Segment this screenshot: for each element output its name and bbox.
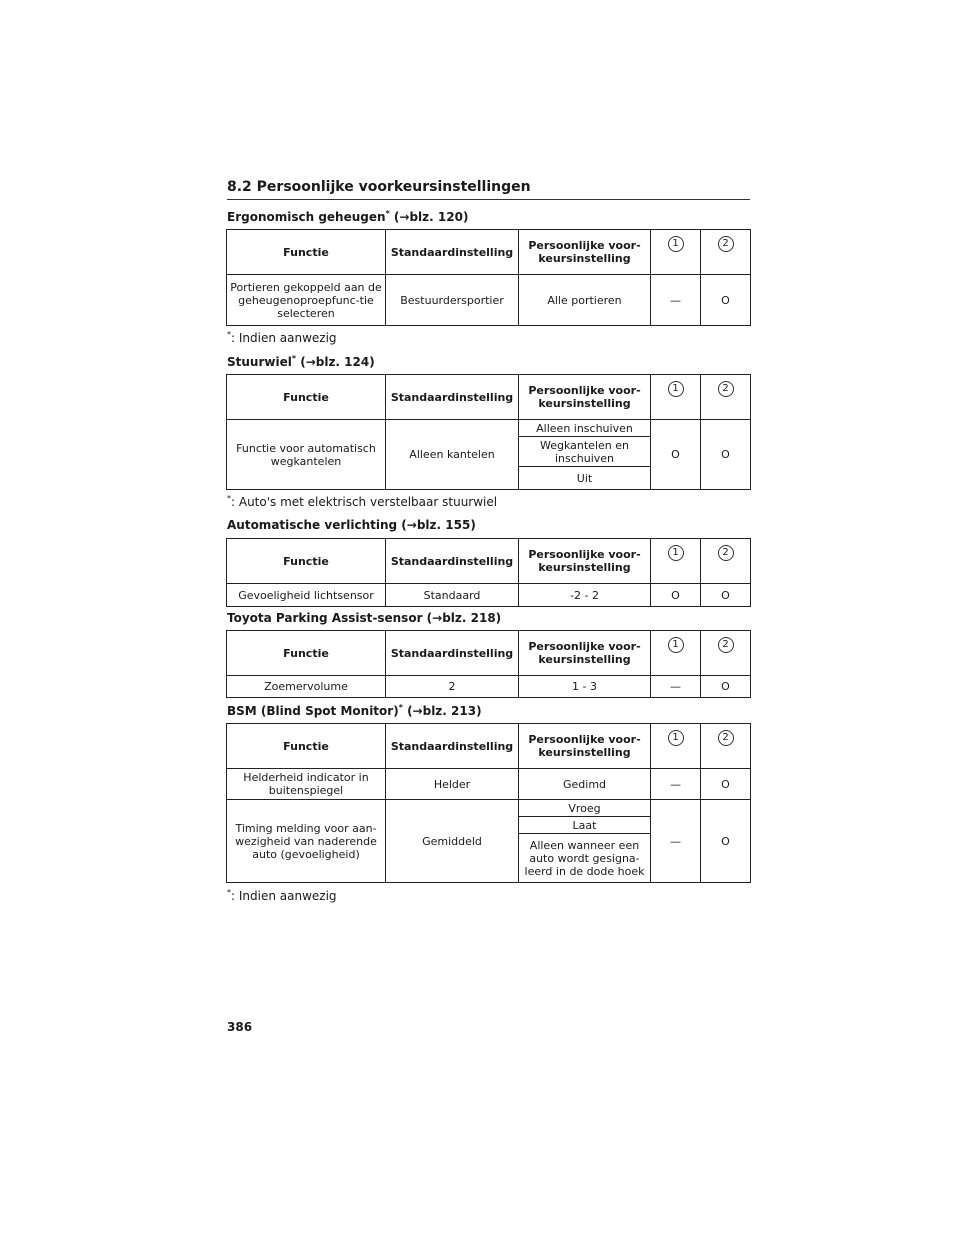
table-header-row [227, 724, 751, 769]
header-functie: Functie [227, 539, 386, 584]
table-header-row [227, 375, 751, 420]
page-reference: (→blz. 155) [397, 518, 476, 532]
cell-standaard: Alleen kantelen [386, 420, 519, 490]
footnote-text: : Indien aanwezig [231, 889, 337, 903]
cell-col-1: O [651, 420, 701, 490]
cell-persoonlijk: Gedimd [519, 769, 651, 800]
header-col-1 [651, 724, 701, 769]
number-2-icon: 2 [718, 381, 734, 397]
header-col-2 [701, 724, 751, 769]
footnote-text: : Auto's met elektrisch verstelbaar stuurwiel [231, 495, 498, 509]
header-functie: Functie [227, 230, 386, 275]
cell-option: Vroeg [519, 800, 651, 817]
cell-option: Uit [519, 467, 651, 490]
section-title: 8.2 Persoonlijke voorkeursinstellingen [227, 179, 750, 200]
header-persoonlijk: Persoonlijke voor- keursinstelling [519, 375, 651, 420]
number-1-icon: 1 [668, 381, 684, 397]
cell-functie: Zoemervolume [227, 676, 386, 698]
cell-col-1: — [651, 275, 701, 326]
table-row [227, 420, 751, 437]
header-col-1 [651, 375, 701, 420]
number-2-icon: 2 [718, 545, 734, 561]
cell-option: Alleen inschuiven [519, 420, 651, 437]
cell-standaard: Helder [386, 769, 519, 800]
table-row [227, 800, 751, 817]
header-col-1 [651, 539, 701, 584]
cell-col-1: — [651, 800, 701, 883]
header-functie: Functie [227, 724, 386, 769]
table-heading [227, 611, 501, 625]
number-1-icon: 1 [668, 236, 684, 252]
header-col-1 [651, 631, 701, 676]
number-2-icon: 2 [718, 730, 734, 746]
cell-option: Wegkantelen en inschuiven [519, 437, 651, 467]
header-persoonlijk: Persoonlijke voor- keursinstelling [519, 724, 651, 769]
header-functie: Functie [227, 375, 386, 420]
cell-persoonlijk: -2 - 2 [519, 584, 651, 607]
number-2-icon: 2 [718, 236, 734, 252]
settings-table [226, 374, 751, 490]
number-1-icon: 1 [668, 730, 684, 746]
table-header-row [227, 539, 751, 584]
table-heading [227, 518, 476, 532]
cell-standaard: Standaard [386, 584, 519, 607]
table-row [227, 584, 751, 607]
cell-col-2: O [701, 800, 751, 883]
footnote-mark: * [227, 494, 231, 503]
header-standaard: Standaardinstelling [386, 375, 519, 420]
cell-col-2: O [701, 420, 751, 490]
header-col-1 [651, 230, 701, 275]
number-2-icon: 2 [718, 637, 734, 653]
settings-table [226, 630, 751, 698]
heading-text: Stuurwiel [227, 355, 292, 369]
table-row [227, 676, 751, 698]
table-row [227, 769, 751, 800]
cell-col-1: O [651, 584, 701, 607]
heading-footnote-mark: * [385, 209, 390, 218]
cell-option: Laat [519, 817, 651, 834]
header-standaard: Standaardinstelling [386, 230, 519, 275]
cell-functie: Portieren gekoppeld aan de geheugenoproepfunc-tie selecteren [227, 275, 386, 326]
settings-table [226, 538, 751, 607]
header-persoonlijk: Persoonlijke voor- keursinstelling [519, 230, 651, 275]
heading-footnote-mark: * [291, 354, 297, 363]
number-1-icon: 1 [668, 545, 684, 561]
table-heading [227, 209, 468, 224]
cell-col-1: — [651, 676, 701, 698]
table-header-row [227, 230, 751, 275]
page-reference: (→blz. 124) [296, 355, 375, 369]
cell-col-2: O [701, 676, 751, 698]
header-col-2 [701, 539, 751, 584]
heading-text: Automatische verlichting [227, 518, 398, 532]
cell-functie: Functie voor automatisch wegkantelen [227, 420, 386, 490]
cell-standaard: Gemiddeld [386, 800, 519, 883]
header-col-2 [701, 631, 751, 676]
cell-col-2: O [701, 275, 751, 326]
header-standaard: Standaardinstelling [386, 539, 519, 584]
cell-standaard: Bestuurdersportier [386, 275, 519, 326]
footnote [227, 494, 497, 509]
footnote [227, 330, 337, 345]
cell-col-1: — [651, 769, 701, 800]
cell-persoonlijk: Alle portieren [519, 275, 651, 326]
footnote-mark: * [227, 330, 231, 339]
cell-persoonlijk: 1 - 3 [519, 676, 651, 698]
heading-footnote-mark: * [398, 703, 403, 712]
heading-text: BSM (Blind Spot Monitor) [227, 704, 399, 718]
footnote [227, 888, 337, 903]
footnote-text: : Indien aanwezig [231, 331, 337, 345]
page-reference: (→blz. 213) [402, 704, 482, 718]
page-reference: (→blz. 120) [389, 210, 469, 224]
table-heading [227, 703, 482, 718]
header-persoonlijk: Persoonlijke voor- keursinstelling [519, 539, 651, 584]
cell-option: Alleen wanneer een auto wordt gesigna-leerd in de dode hoek [519, 834, 651, 883]
header-functie: Functie [227, 631, 386, 676]
cell-standaard: 2 [386, 676, 519, 698]
table-heading [227, 354, 375, 369]
header-standaard: Standaardinstelling [386, 631, 519, 676]
settings-table [226, 229, 751, 326]
header-col-2 [701, 230, 751, 275]
cell-col-2: O [701, 584, 751, 607]
heading-text: Toyota Parking Assist-sensor [227, 611, 423, 625]
cell-functie: Gevoeligheid lichtsensor [227, 584, 386, 607]
header-standaard: Standaardinstelling [386, 724, 519, 769]
settings-table [226, 723, 751, 883]
cell-col-2: O [701, 769, 751, 800]
page-reference: (→blz. 218) [422, 611, 502, 625]
table-row [227, 275, 751, 326]
heading-text: Ergonomisch geheugen [227, 210, 386, 224]
cell-functie: Timing melding voor aan-wezigheid van naderende auto (gevoeligheid) [227, 800, 386, 883]
footnote-mark: * [227, 888, 231, 897]
cell-functie: Helderheid indicator in buitenspiegel [227, 769, 386, 800]
page-number: 386 [227, 1020, 253, 1034]
table-header-row [227, 631, 751, 676]
header-persoonlijk: Persoonlijke voor- keursinstelling [519, 631, 651, 676]
number-1-icon: 1 [668, 637, 684, 653]
header-col-2 [701, 375, 751, 420]
